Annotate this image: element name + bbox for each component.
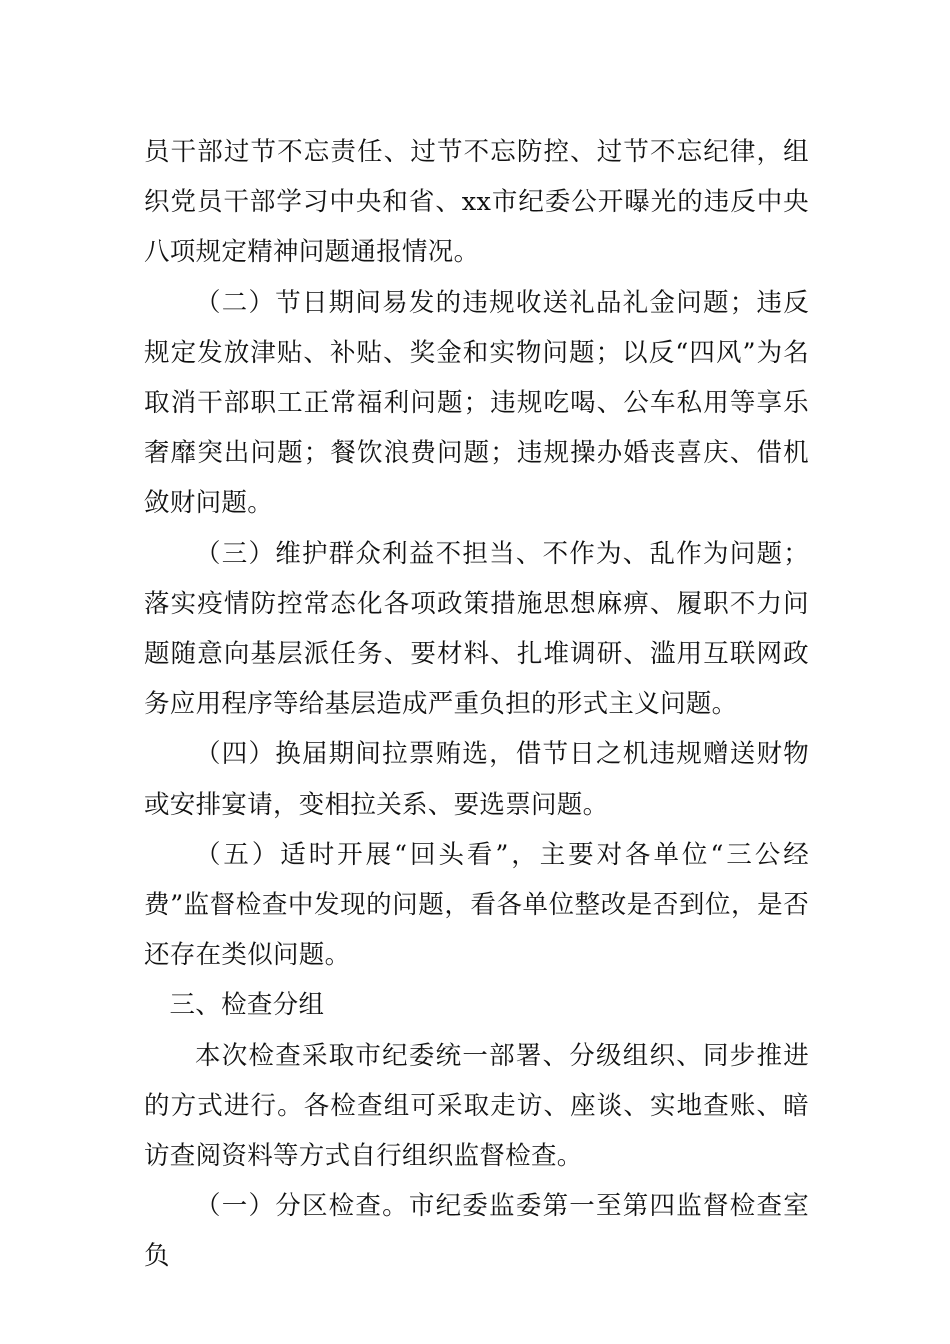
paragraph-item-2: （二）节日期间易发的违规收送礼品礼金问题；违反规定发放津贴、补贴、奖金和实物问题；以反“四风”为名取消干部职工正常福利问题；违规吃喝、公车私用等享乐奢靡突出问题；餐饮浪费问题；违规操办婚丧喜庆、借机敛财问题。 bbox=[144, 287, 809, 519]
paragraph-item-4: （四）换届期间拉票贿选，借节日之机违规赠送财物或安排宴请，变相拉关系、要选票问题。 bbox=[144, 739, 809, 820]
paragraph-item-3: （三）维护群众利益不担当、不作为、乱作为问题；落实疫情防控常态化各项政策措施思想麻痹、履职不力问题随意向基层派任务、要材料、扎堆调研、滥用互联网政务应用程序等给基层造成严重负担的形式主义问题。 bbox=[144, 538, 809, 720]
paragraph-sub-item-1: （一）分区检查。市纪委监委第一至第四监督检查室负 bbox=[144, 1191, 809, 1272]
paragraph-item-5: （五）适时开展“回头看”，主要对各单位“三公经费”监督检查中发现的问题，看各单位整改是否到位，是否还存在类似问题。 bbox=[144, 839, 809, 971]
section-heading: 三、检查分组 bbox=[169, 990, 325, 1021]
paragraph-inspection-method: 本次检查采取市纪委统一部署、分级组织、同步推进的方式进行。各检查组可采取走访、座谈、实地查账、暗访查阅资料等方式自行组织监督检查。 bbox=[144, 1040, 809, 1172]
paragraph-continuation: 员干部过节不忘责任、过节不忘防控、过节不忘纪律，组织党员干部学习中央和省、xx市纪委公开曝光的违反中央八项规定精神问题通报情况。 bbox=[144, 137, 809, 268]
document-body bbox=[144, 127, 809, 1282]
